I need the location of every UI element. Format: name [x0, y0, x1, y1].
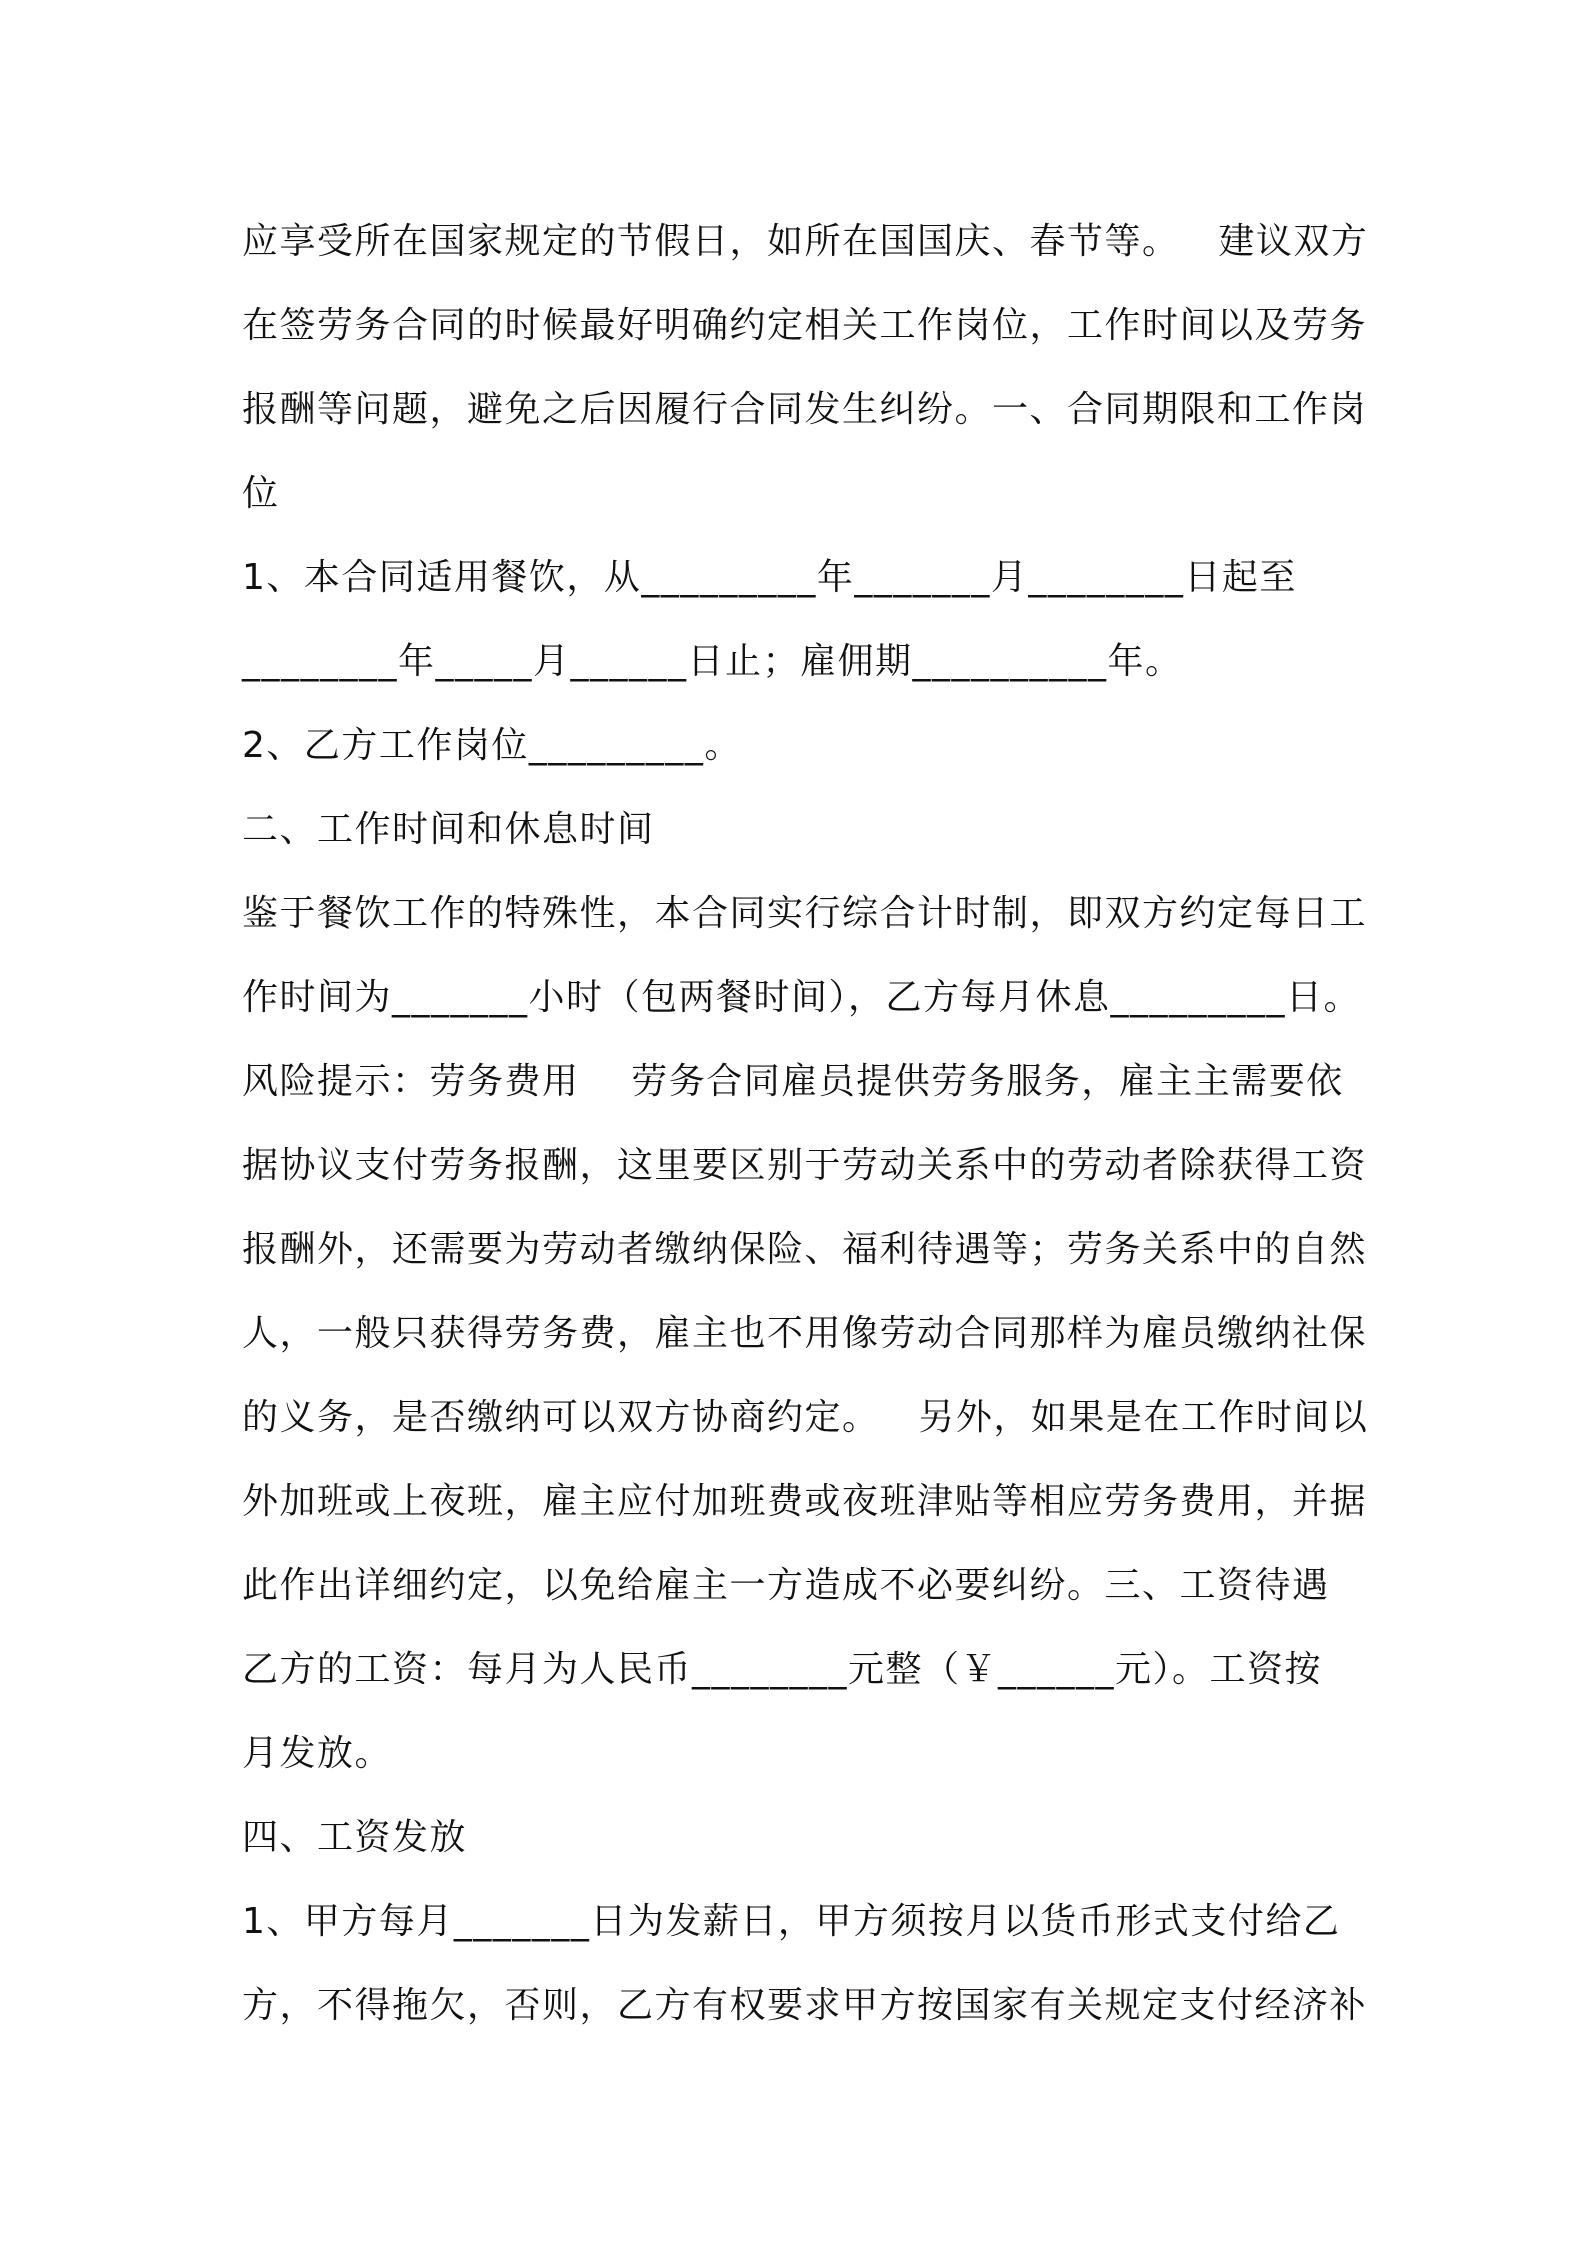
section-2-heading: 二、工作时间和休息时间: [242, 809, 655, 850]
section-4-heading: 四、工资发放: [242, 1817, 468, 1858]
text-line: 此作出详细约定，以免给雇主一方造成不必要纠纷。三、工资待遇: [242, 1565, 1330, 1606]
salary-line: 乙方的工资：每月为人民币________元整（￥______元）。工资按: [242, 1649, 1323, 1690]
text-line: 位: [242, 473, 280, 514]
text-line: 报酬等问题，避免之后因履行合同发生纠纷。一、合同期限和工作岗: [242, 389, 1368, 430]
section-4-clause-1: 1、甲方每月_______日为发薪日，甲方须按月以货币形式支付给乙: [242, 1901, 1341, 1942]
text-line: 鉴于餐饮工作的特殊性，本合同实行综合计时制，即双方约定每日工: [242, 893, 1368, 934]
text-line: 月发放。: [242, 1733, 393, 1774]
text-line: 报酬外，还需要为劳动者缴纳保险、福利待遇等；劳务关系中的自然: [242, 1229, 1368, 1270]
document-body: [242, 200, 1369, 2048]
text-line: ________年_____月______日止；雇佣期__________年。: [242, 641, 1183, 682]
text-line: 据协议支付劳务报酬，这里要区别于劳动关系中的劳动者除获得工资: [242, 1145, 1368, 1186]
text-line: 应享受所在国家规定的节假日，如所在国国庆、春节等。 建议双方: [242, 221, 1369, 262]
text-line: 的义务，是否缴纳可以双方协商约定。 另外，如果是在工作时间以: [242, 1397, 1369, 1438]
text-line: 作时间为_______小时（包两餐时间），乙方每月休息_________日。: [242, 977, 1362, 1018]
text-line: 人，一般只获得劳务费，雇主也不用像劳动合同那样为雇员缴纳社保: [242, 1313, 1368, 1354]
section-1-clause-1: 1、本合同适用餐饮，从_________年_______月________日起至: [242, 557, 1297, 598]
text-line: 在签劳务合同的时候最好明确约定相关工作岗位，工作时间以及劳务: [242, 305, 1368, 346]
text-line: 方，不得拖欠，否则，乙方有权要求甲方按国家有关规定支付经济补: [242, 1985, 1368, 2026]
text-line: 外加班或上夜班，雇主应付加班费或夜班津贴等相应劳务费用，并据: [242, 1481, 1368, 1522]
section-1-clause-2: 2、乙方工作岗位_________。: [242, 725, 742, 766]
risk-notice-line: 风险提示：劳务费用 劳务合同雇员提供劳务服务，雇主主需要依: [242, 1061, 1344, 1102]
